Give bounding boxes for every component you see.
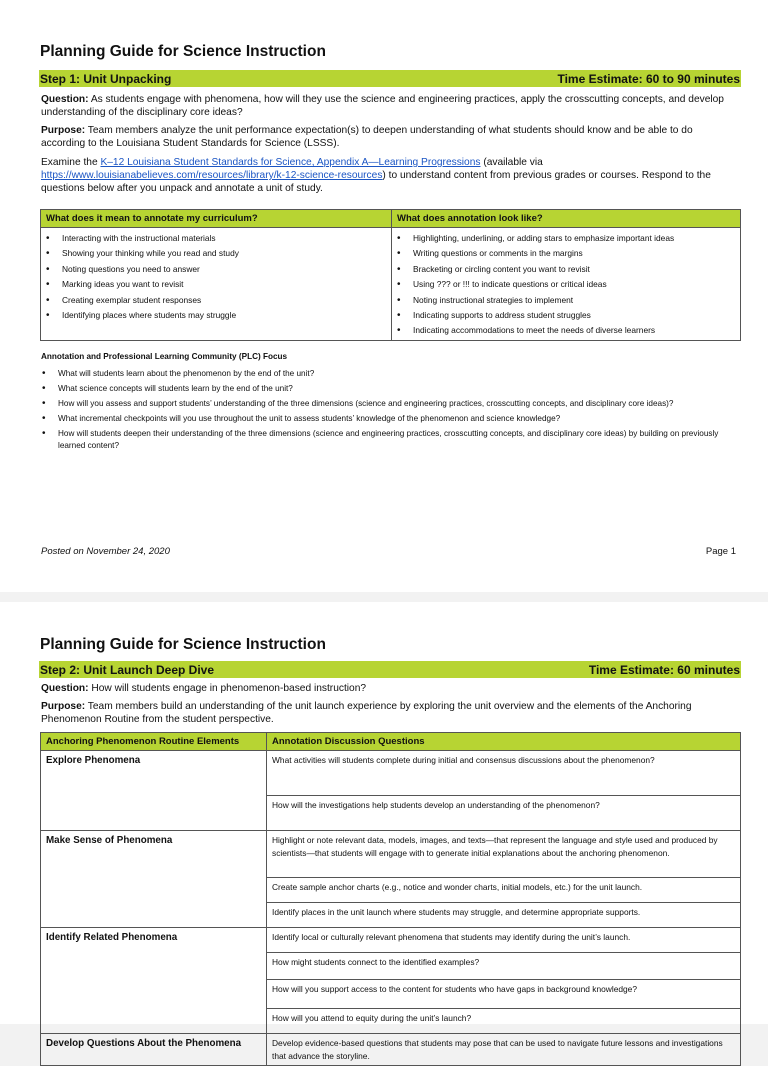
look-list-item: • Highlighting, underlining, or adding stars to emphasize important ideas	[393, 231, 739, 246]
page-title: Planning Guide for Science Instruction	[40, 43, 326, 60]
table-header-elements: Anchoring Phenomenon Routine Elements	[41, 733, 267, 751]
question-label: Question:	[41, 94, 89, 105]
discussion-question: What activities will students complete during initial and consensus discussions about the phenomenon?	[267, 751, 741, 796]
table-header-meaning: What does it mean to annotate my curriculum?	[41, 210, 392, 228]
plc-question: • What science concepts will students learn by the end of the unit?	[41, 383, 738, 395]
look-list-item: • Indicating supports to address student struggles	[393, 308, 739, 323]
look-list-item: • Writing questions or comments in the margins	[393, 246, 739, 261]
look-list-item: • Bracketing or circling content you want to revisit	[393, 262, 739, 277]
discussion-question: How will you support access to the content for students who have gaps in background knowledge?	[267, 980, 741, 1009]
plc-question: • How will students deepen their understanding of the three dimensions (science and engineering practices, crosscutting concepts, and disciplinary core ideas) by building on previously learned content?	[41, 428, 738, 451]
step-label: Step 2: Unit Launch Deep Dive	[40, 662, 215, 677]
table-header-look: What does annotation look like?	[392, 210, 741, 228]
discussion-question: Develop evidence-based questions that students may pose that can be used to navigate future lessons and investigations that advance the storyline.	[267, 1034, 741, 1066]
discussion-question: How will the investigations help students develop an understanding of the phenomenon?	[267, 796, 741, 831]
routine-table	[40, 732, 741, 1066]
meaning-list-item: • Noting questions you need to answer	[42, 262, 390, 277]
look-list	[393, 229, 739, 339]
discussion-question: How will you attend to equity during the unit’s launch?	[267, 1009, 741, 1034]
page-2	[0, 602, 768, 1061]
meaning-list-item: • Identifying places where students may struggle	[42, 308, 390, 323]
discussion-question: How might students connect to the identified examples?	[267, 953, 741, 980]
purpose-label: Purpose:	[41, 125, 86, 136]
question-paragraph	[41, 93, 738, 119]
examine-suffix: ) to understand content from previous grades or courses. Respond to the questions below after you unpack and annotate a unit of study.	[41, 170, 711, 194]
time-estimate: Time Estimate: 60 minutes	[588, 662, 740, 677]
time-estimate: Time Estimate: 60 to 90 minutes	[557, 71, 740, 86]
look-cell	[392, 228, 741, 341]
step-label: Step 1: Unit Unpacking	[40, 71, 172, 86]
meaning-list-item: • Creating exemplar student responses	[42, 293, 390, 308]
plc-question: • What incremental checkpoints will you use throughout the unit to assess students’ knowledge of the phenomenon and science knowledge?	[41, 413, 738, 425]
routine-element: Develop Questions About the Phenomena	[41, 1034, 267, 1066]
purpose-text: Team members analyze the unit performance expectation(s) to deepen understanding of what students should know and be able to do according to the Louisiana Student Standards for Science (LSSS).	[41, 125, 693, 149]
page-number: Page 1	[705, 546, 736, 557]
routine-element: Make Sense of Phenomena	[41, 831, 267, 928]
meaning-list-item: • Marking ideas you want to revisit	[42, 277, 390, 292]
plc-question: • How will you assess and support students’ understanding of the three dimensions (science and engineering practices, crosscutting concepts, and disciplinary core ideas)?	[41, 398, 738, 410]
step-header-bar	[39, 661, 741, 678]
table-header-questions: Annotation Discussion Questions	[267, 733, 741, 751]
appendix-link[interactable]: K–12 Louisiana Student Standards for Science, Appendix A—Learning Progressions	[100, 157, 481, 168]
purpose-label: Purpose:	[41, 701, 86, 712]
look-list-item: • Indicating accommodations to meet the needs of diverse learners	[393, 323, 739, 338]
table-row	[41, 928, 741, 953]
routine-element: Identify Related Phenomena	[41, 928, 267, 1034]
question-paragraph	[41, 682, 738, 695]
page-title: Planning Guide for Science Instruction	[40, 636, 326, 653]
discussion-question: Highlight or note relevant data, models, images, and texts—that represent the language and style used and produced by scientists—that students will engage with to generate initial explanations about the anchoring phenomenon.	[267, 831, 741, 878]
look-list-item: • Using ??? or !!! to indicate questions or critical ideas	[393, 277, 739, 292]
posted-date: Posted on November 24, 2020	[41, 546, 170, 557]
examine-paragraph	[41, 156, 738, 195]
purpose-paragraph	[41, 124, 738, 150]
meaning-list	[42, 229, 390, 323]
discussion-question: Create sample anchor charts (e.g., notice and wonder charts, initial models, etc.) for the unit launch.	[267, 878, 741, 903]
purpose-text: Team members build an understanding of the unit launch experience by exploring the unit overview and the elements of the Anchoring Phenomenon Routine from the student perspective.	[41, 701, 692, 725]
look-list-item: • Noting instructional strategies to implement	[393, 293, 739, 308]
purpose-paragraph	[41, 700, 738, 726]
question-label: Question:	[41, 683, 89, 694]
plc-heading: Annotation and Professional Learning Community (PLC) Focus	[41, 352, 288, 361]
table-row	[41, 751, 741, 796]
step-header-bar	[39, 70, 741, 87]
discussion-question: Identify local or culturally relevant phenomena that students may identify during the unit’s launch.	[267, 928, 741, 953]
plc-question: • What will students learn about the phenomenon by the end of the unit?	[41, 368, 738, 380]
examine-mid: (available via	[480, 157, 543, 168]
table-row	[41, 1034, 741, 1066]
routine-element: Explore Phenomena	[41, 751, 267, 831]
table-row	[41, 831, 741, 878]
plc-list	[41, 368, 738, 455]
question-text: How will students engage in phenomenon-based instruction?	[88, 683, 367, 694]
examine-prefix: Examine the	[41, 157, 101, 168]
resources-url-link[interactable]: https://www.louisianabelieves.com/resources/library/k-12-science-resources	[41, 170, 383, 181]
annotation-table	[40, 209, 741, 341]
meaning-list-item: • Showing your thinking while you read and study	[42, 246, 390, 261]
question-text: As students engage with phenomena, how will they use the science and engineering practices, apply the crosscutting concepts, and develop understanding of the disciplinary core ideas?	[41, 94, 724, 118]
discussion-question: Identify places in the unit launch where students may struggle, and determine appropriate supports.	[267, 903, 741, 928]
meaning-list-item: • Interacting with the instructional materials	[42, 231, 390, 246]
meaning-cell	[41, 228, 392, 341]
